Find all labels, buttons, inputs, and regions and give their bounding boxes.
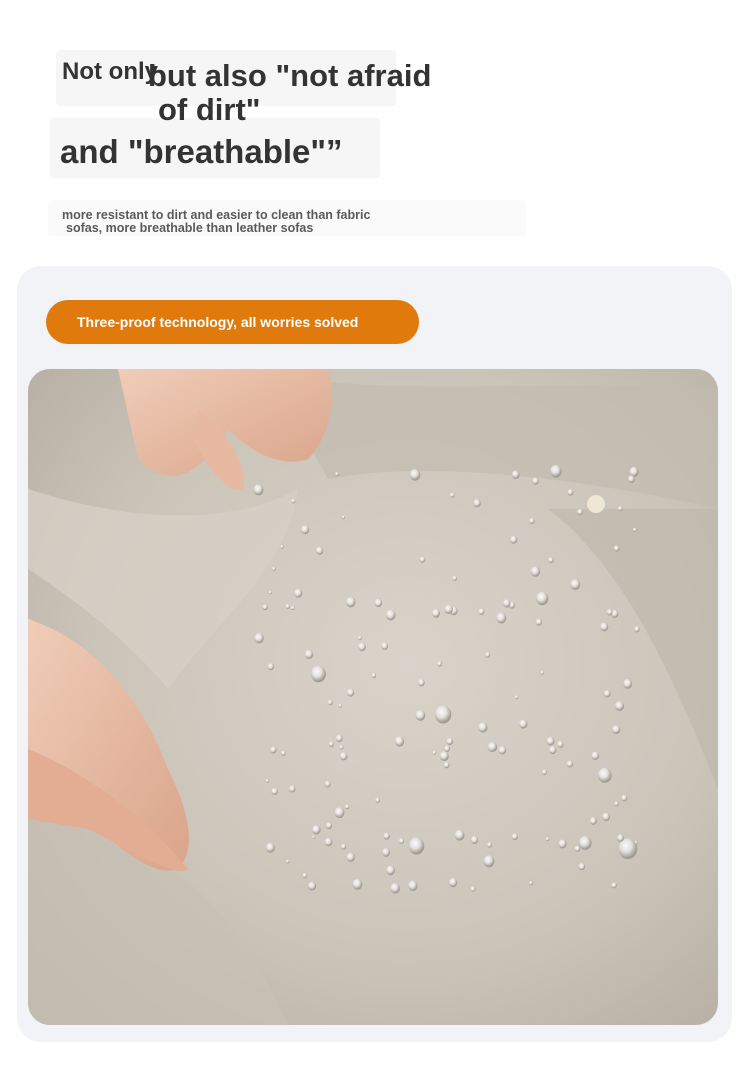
water-droplet — [529, 881, 533, 885]
water-droplet — [386, 866, 395, 876]
water-droplet — [347, 853, 355, 862]
water-droplet — [291, 606, 295, 610]
water-droplet — [342, 516, 345, 520]
water-droplet — [353, 879, 363, 890]
subtext-line1: more resistant to dirt and easier to clean than fabric — [62, 208, 371, 222]
water-droplet — [598, 768, 612, 783]
water-droplet — [612, 725, 620, 734]
fabric-illustration — [28, 369, 718, 1025]
water-droplet — [435, 706, 451, 724]
water-droplet — [335, 807, 345, 818]
water-droplet — [269, 591, 272, 594]
water-droplet — [280, 545, 284, 549]
water-droplet — [618, 506, 623, 511]
water-droplet — [557, 741, 563, 748]
water-droplet — [496, 613, 506, 624]
water-droplet — [473, 499, 480, 507]
water-droplet — [590, 817, 597, 825]
headline-but-also-line2: of dirt" — [158, 92, 261, 127]
water-droplet — [262, 604, 267, 610]
water-droplet — [440, 751, 449, 761]
water-droplet — [418, 679, 425, 686]
water-droplet — [328, 700, 333, 706]
headline-not-only: Not only — [62, 58, 158, 85]
water-droplet — [531, 566, 540, 576]
water-droplet — [529, 518, 534, 524]
water-droplet — [546, 837, 550, 841]
three-proof-badge-label: Three-proof technology, all worries solved — [77, 314, 359, 330]
water-droplet — [541, 671, 544, 675]
water-droplet — [503, 599, 510, 607]
water-droplet — [382, 848, 390, 857]
fabric-water-droplets-photo — [28, 369, 718, 1025]
water-droplet — [416, 710, 426, 721]
water-droplet — [399, 838, 404, 844]
water-droplet — [568, 489, 574, 495]
water-droplet — [347, 689, 354, 697]
water-droplet — [633, 528, 637, 532]
water-droplet — [308, 882, 316, 891]
water-droplet — [444, 762, 450, 768]
water-droplet — [271, 788, 278, 795]
water-droplet — [510, 536, 517, 544]
water-droplet — [570, 579, 580, 590]
water-droplet — [375, 798, 380, 803]
water-droplet — [519, 720, 527, 729]
water-droplet — [272, 567, 276, 571]
water-droplet — [312, 825, 321, 834]
water-droplet — [607, 609, 613, 615]
water-droplet — [294, 589, 302, 598]
water-droplet — [550, 465, 561, 478]
water-droplet — [303, 873, 308, 878]
water-droplet — [375, 599, 383, 607]
water-droplet — [335, 472, 339, 476]
water-droplet — [381, 642, 388, 650]
water-droplet — [383, 833, 389, 840]
water-droplet — [291, 499, 295, 504]
water-droplet — [325, 838, 333, 846]
water-droplet — [409, 837, 425, 854]
water-droplet — [485, 652, 490, 658]
water-droplet — [455, 830, 465, 841]
water-droplet — [372, 673, 377, 678]
water-droplet — [604, 690, 611, 697]
water-droplet — [286, 860, 289, 864]
water-droplet — [628, 475, 635, 483]
water-droplet — [548, 557, 553, 563]
water-droplet — [567, 761, 573, 768]
water-droplet — [615, 701, 624, 711]
water-droplet — [512, 833, 518, 840]
water-droplet — [450, 493, 455, 498]
headline-but-also-line1: but also "not afraid — [148, 58, 432, 93]
water-droplet — [611, 882, 616, 888]
water-droplet — [617, 834, 624, 842]
water-droplet — [536, 619, 542, 626]
tufting-button — [587, 495, 605, 513]
water-droplet — [340, 752, 347, 760]
water-droplet — [266, 843, 275, 853]
water-droplet — [345, 805, 349, 810]
water-droplet — [471, 836, 478, 844]
water-droplet — [478, 608, 484, 615]
water-droplet — [515, 695, 519, 699]
water-droplet — [452, 576, 457, 581]
water-droplet — [577, 509, 583, 515]
water-droplet — [532, 478, 539, 485]
water-droplet — [254, 633, 263, 643]
water-droplet — [289, 786, 295, 793]
water-droplet — [326, 822, 332, 829]
water-droplet — [266, 779, 269, 783]
water-droplet — [449, 878, 457, 887]
water-droplet — [444, 746, 450, 752]
water-droplet — [358, 643, 366, 652]
water-droplet — [305, 650, 313, 659]
water-droplet — [488, 742, 497, 752]
water-droplet — [341, 844, 346, 850]
water-droplet — [484, 855, 495, 867]
water-droplet — [536, 592, 548, 606]
water-droplet — [600, 622, 608, 631]
water-droplet — [602, 813, 610, 821]
water-droplet — [432, 609, 440, 618]
water-droplet — [311, 666, 326, 683]
headline-breathable: and "breathable"” — [60, 133, 343, 170]
water-droplet — [579, 863, 585, 870]
water-droplet — [512, 470, 520, 479]
water-droplet — [471, 886, 476, 892]
water-droplet — [487, 842, 492, 847]
water-droplet — [444, 605, 453, 614]
water-droplet — [336, 735, 343, 742]
water-droplet — [623, 679, 632, 689]
water-droplet — [329, 741, 334, 747]
water-droplet — [420, 557, 426, 563]
water-droplet — [614, 546, 620, 552]
water-droplet — [390, 883, 400, 894]
subtext — [62, 209, 370, 235]
water-droplet — [634, 626, 640, 632]
water-droplet — [621, 795, 627, 802]
water-droplet — [549, 746, 556, 754]
water-droplet — [395, 736, 404, 746]
water-droplet — [499, 746, 507, 754]
water-droplet — [286, 604, 290, 609]
water-droplet — [408, 881, 417, 891]
three-proof-badge — [46, 300, 419, 344]
water-droplet — [338, 704, 341, 708]
water-droplet — [547, 737, 555, 746]
water-droplet — [312, 835, 315, 838]
water-droplet — [325, 781, 331, 788]
water-droplet — [575, 846, 581, 852]
water-droplet — [591, 752, 599, 760]
water-droplet — [433, 751, 437, 755]
water-droplet — [447, 738, 454, 745]
water-droplet — [281, 751, 286, 756]
water-droplet — [410, 469, 421, 481]
water-droplet — [346, 597, 355, 607]
subtext-line2: sofas, more breathable than leather sofas — [66, 221, 314, 235]
water-droplet — [268, 663, 274, 670]
water-droplet — [542, 769, 547, 775]
water-droplet — [614, 801, 619, 806]
water-droplet — [386, 610, 396, 621]
water-droplet — [358, 636, 362, 640]
water-droplet — [254, 484, 264, 495]
water-droplet — [579, 836, 592, 850]
water-droplet — [478, 722, 487, 732]
water-droplet — [437, 661, 442, 666]
water-droplet — [270, 746, 276, 753]
water-droplet — [339, 745, 343, 750]
water-droplet — [558, 839, 566, 848]
water-droplet — [301, 525, 309, 534]
water-droplet — [316, 547, 323, 555]
